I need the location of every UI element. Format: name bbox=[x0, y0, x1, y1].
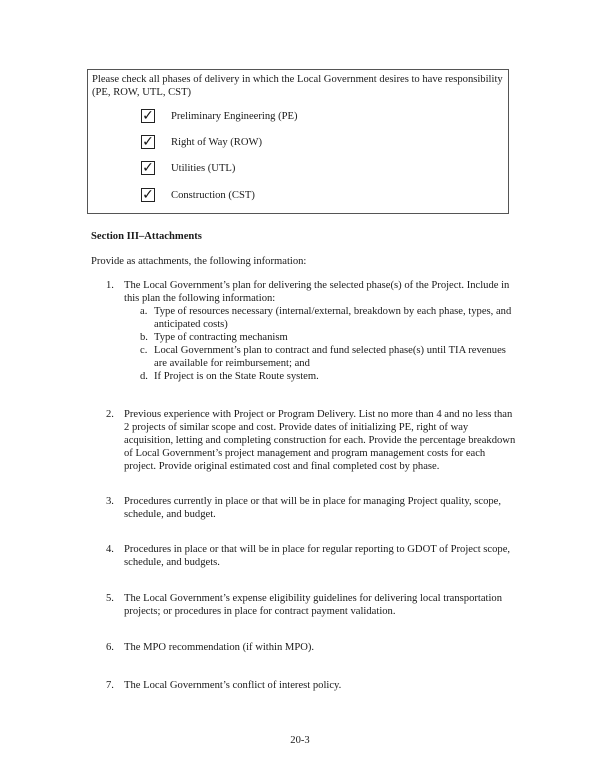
phase-row-utl[interactable] bbox=[141, 159, 235, 177]
checkmark-icon: ✓ bbox=[142, 160, 154, 176]
item-number: 4. bbox=[106, 544, 114, 555]
section-intro: Provide as attachments, the following information: bbox=[91, 256, 307, 267]
checkbox-utl[interactable] bbox=[141, 161, 155, 175]
item-text: The Local Government’s plan for delivering the selected phase(s) of the Project. Include in this plan the following information: bbox=[124, 280, 510, 304]
item-text: The Local Government’s expense eligibility guidelines for delivering local transportation projects; or procedures in place for contract payment validation. bbox=[124, 593, 503, 617]
checkbox-pe[interactable] bbox=[141, 109, 155, 123]
item-number: 1. bbox=[106, 280, 114, 291]
item-number: 5. bbox=[106, 593, 114, 604]
item-number: 2. bbox=[106, 409, 114, 420]
list-item-7 bbox=[106, 679, 516, 692]
subitem-a bbox=[140, 305, 516, 331]
subitem-c bbox=[140, 344, 516, 370]
item-text: Procedures in place or that will be in place for regular reporting to GDOT of Project scope, schedule, and budgets. bbox=[124, 544, 511, 568]
list-item-5 bbox=[106, 592, 516, 618]
phase-label-row: Right of Way (ROW) bbox=[171, 136, 263, 148]
checkmark-icon: ✓ bbox=[142, 108, 154, 124]
delivery-phases-box bbox=[87, 69, 509, 214]
item-number: 7. bbox=[106, 680, 114, 691]
subitem-letter: a. bbox=[140, 306, 148, 317]
checkbox-row[interactable] bbox=[141, 135, 155, 149]
item-text: The Local Government’s conflict of interest policy. bbox=[124, 680, 342, 691]
phase-row-cst[interactable] bbox=[141, 186, 255, 204]
subitem-letter: d. bbox=[140, 371, 148, 382]
item-number: 6. bbox=[106, 642, 114, 653]
list-item-4 bbox=[106, 543, 516, 569]
checkmark-icon: ✓ bbox=[142, 134, 154, 150]
item-text: Procedures currently in place or that will be in place for managing Project quality, scope, schedule, and budget. bbox=[124, 496, 502, 520]
subitem-letter: b. bbox=[140, 332, 148, 343]
checkmark-icon: ✓ bbox=[142, 187, 154, 203]
phase-row-pe[interactable] bbox=[141, 107, 298, 125]
item-text: Previous experience with Project or Program Delivery. List no more than 4 and no less than 2 projects of similar scope and cost. Provide dates of initializing PE, right of way acquisition, letting and completing construction for each. Provide the percentage breakdown of Local Government’s project management and program management costs for each project. Provide original estimated cost and final completed cost by phase. bbox=[124, 409, 516, 472]
phase-label-cst: Construction (CST) bbox=[171, 189, 255, 201]
subitem-b bbox=[140, 331, 516, 344]
item-text: The MPO recommendation (if within MPO). bbox=[124, 642, 315, 653]
phases-instruction: Please check all phases of delivery in which the Local Government desires to have responsibility (PE, ROW, UTL, CST) bbox=[92, 74, 503, 98]
subitem-text: Type of contracting mechanism bbox=[154, 332, 288, 343]
subitem-letter: c. bbox=[140, 345, 148, 356]
list-item-1 bbox=[106, 279, 516, 383]
subitem-text: Type of resources necessary (internal/external, breakdown by each phase, types, and anticipated costs) bbox=[154, 306, 512, 330]
list-item-3 bbox=[106, 495, 516, 521]
list-item-6 bbox=[106, 641, 516, 654]
list-item-2 bbox=[106, 408, 516, 473]
subitem-text: Local Government’s plan to contract and fund selected phase(s) until TIA revenues are available for reimbursement; and bbox=[154, 345, 506, 369]
phase-label-utl: Utilities (UTL) bbox=[171, 162, 236, 174]
section-title: Section III–Attachments bbox=[91, 231, 202, 242]
phase-label-pe: Preliminary Engineering (PE) bbox=[171, 110, 298, 122]
checkbox-cst[interactable] bbox=[141, 188, 155, 202]
item-number: 3. bbox=[106, 496, 114, 507]
subitem-text: If Project is on the State Route system. bbox=[154, 371, 319, 382]
subitem-d bbox=[140, 370, 516, 383]
phase-row-row[interactable] bbox=[141, 133, 262, 151]
page-number: 20-3 bbox=[290, 735, 310, 746]
